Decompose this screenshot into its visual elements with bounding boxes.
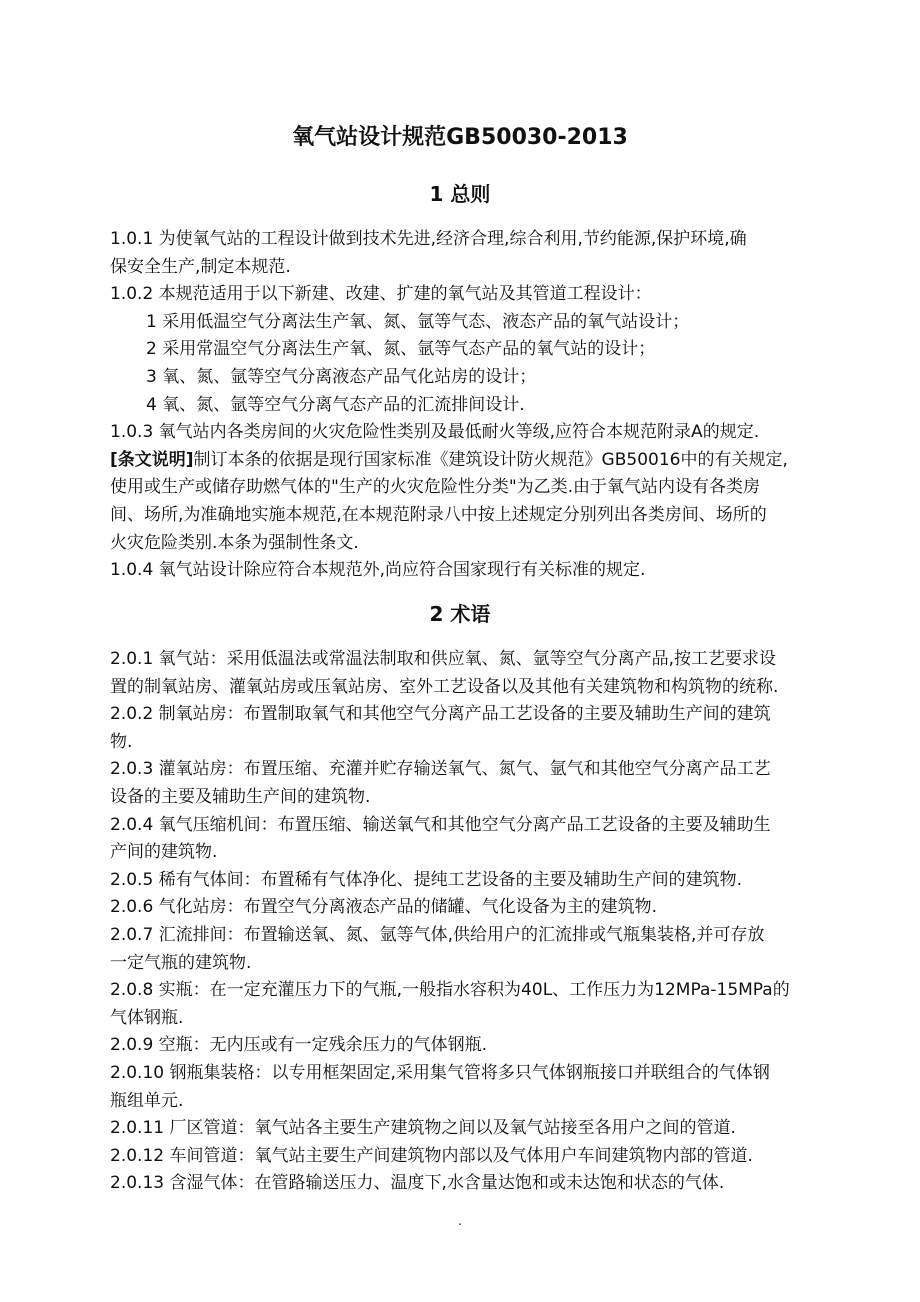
text-line: 设备的主要及辅助生产间的建筑物. [110, 786, 371, 807]
section-heading-general: 1 总则 [429, 182, 491, 206]
text-line: 气体钢瓶. [110, 1007, 184, 1028]
text-line: 产间的建筑物. [110, 842, 218, 863]
list-item: 3 氧、氮、氩等空气分离液态产品气化站房的设计； [146, 366, 537, 387]
text-line: 1.0.1 为使氧气站的工程设计做到技术先进,经济合理,综合利用,节约能源,保护环境,确 [110, 229, 747, 249]
text-line: 2.0.2 制氧站房：布置制取氧气和其他空气分离产品工艺设备的主要及辅助生产间的建筑 [110, 704, 771, 725]
footer-mark: . [458, 1214, 462, 1228]
text-line: 物. [110, 731, 133, 752]
text-line: 使用或生产或储存助燃气体的"生产的火灾危险性分类"为乙类.由于氧气站内设有各类房 [110, 477, 761, 498]
text-line: 2.0.12 车间管道：氧气站主要生产间建筑物内部以及气体用户车间建筑物内部的管道. [110, 1145, 753, 1166]
text-line: 1.0.2 本规范适用于以下新建、改建、扩建的氧气站及其管道工程设计： [110, 284, 652, 305]
document-title: 氧气站设计规范GB50030-2013 [292, 125, 628, 150]
text-line: 2.0.4 氧气压缩机间：布置压缩、输送氧气和其他空气分离产品工艺设备的主要及辅助生 [110, 814, 771, 835]
text-line: 2.0.13 含湿气体：在管路输送压力、温度下,水含量达饱和或未达饱和状态的气体. [110, 1173, 725, 1194]
text-line: 间、场所,为准确地实施本规范,在本规范附录八中按上述规定分别列出各类房间、场所的 [110, 504, 767, 525]
text-line: 火灾危险类别.本条为强制性条文. [110, 532, 359, 553]
list-item: 4 氧、氮、氩等空气分离气态产品的汇流排间设计. [146, 394, 525, 415]
text-line: 2.0.5 稀有气体间：布置稀有气体净化、提纯工艺设备的主要及辅助生产间的建筑物. [110, 869, 743, 890]
section-heading-terms: 2 术语 [429, 602, 491, 626]
section-general-body [110, 226, 830, 585]
text-line: 1.0.4 氧气站设计除应符合本规范外,尚应符合国家现行有关标准的规定. [110, 560, 646, 581]
text-line: 2.0.6 气化站房：布置空气分离液态产品的储罐、气化设备为主的建筑物. [110, 897, 658, 918]
list-item: 2 采用常温空气分离法生产氧、氮、氩等气态产品的氧气站的设计； [146, 339, 656, 360]
text-line: 1.0.3 氧气站内各类房间的火灾危险性类别及最低耐火等级,应符合本规范附录A的规定. [110, 422, 760, 443]
note-label: [条文说明] [110, 449, 194, 470]
note-line [110, 447, 830, 475]
text-line: 2.0.7 汇流排间：布置输送氧、氮、氩等气体,供给用户的汇流排或气瓶集装格,并可存放 [110, 924, 765, 945]
text-line: 2.0.11 厂区管道：氧气站各主要生产建筑物之间以及氧气站接至各用户之间的管道. [110, 1118, 736, 1139]
text-line: 保安全生产,制定本规范. [110, 256, 291, 277]
list-item: 1 采用低温空气分离法生产氧、氮、氩等气态、液态产品的氧气站设计； [146, 311, 690, 332]
text-line: 2.0.1 氧气站：采用低温法或常温法制取和供应氧、氮、氩等空气分离产品,按工艺要求设 [110, 649, 777, 669]
text-line: 2.0.9 空瓶：无内压或有一定残余压力的气体钢瓶. [110, 1035, 488, 1056]
text-line: 2.0.3 灌氧站房：布置压缩、充灌并贮存输送氧气、氮气、氩气和其他空气分离产品工艺 [110, 759, 771, 780]
text-line: 瓶组单元. [110, 1090, 184, 1111]
section-terms-body [110, 646, 830, 1198]
note-text: 制订本条的依据是现行国家标准《建筑设计防火规范》GB50016中的有关规定, [193, 449, 788, 470]
text-line: 2.0.8 实瓶：在一定充灌压力下的气瓶,一般指水容积为40L、工作压力为12MPa-15MPa的 [110, 980, 790, 1001]
text-line: 一定气瓶的建筑物. [110, 952, 252, 973]
text-line: 2.0.10 钢瓶集装格：以专用框架固定,采用集气管将多只气体钢瓶接口并联组合的气体钢 [110, 1062, 770, 1083]
text-line: 置的制氧站房、灌氧站房或压氧站房、室外工艺设备以及其他有关建筑物和构筑物的统称. [110, 676, 779, 697]
